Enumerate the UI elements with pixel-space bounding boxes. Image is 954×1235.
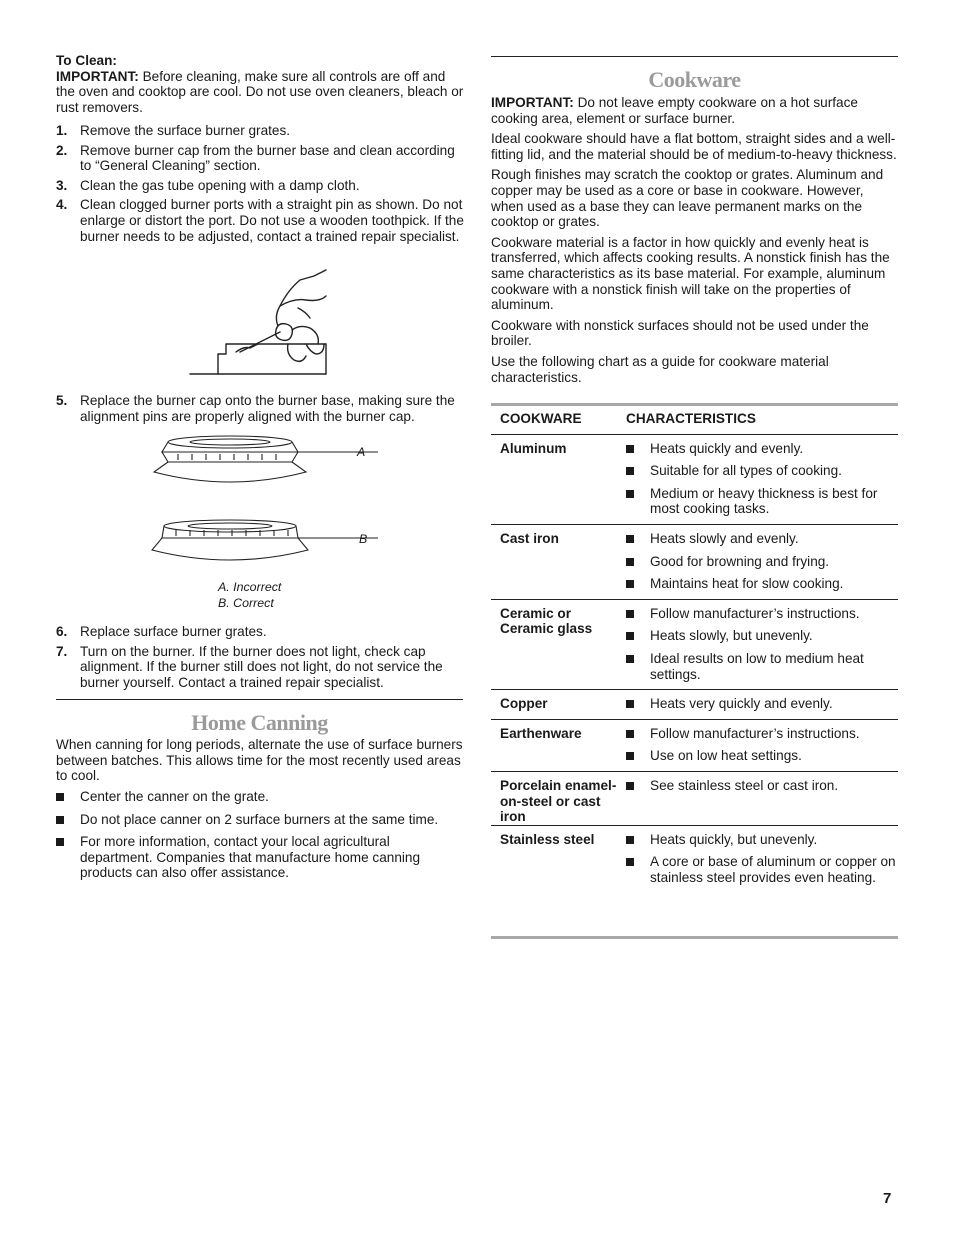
cookware-paragraph: Ideal cookware should have a flat bottom, straight sides and a well-fitting lid, and the material should be of medium-to-heavy thickness. xyxy=(491,131,897,162)
list-item xyxy=(626,554,898,570)
table-row xyxy=(491,719,898,771)
cookware-characteristics xyxy=(626,524,898,599)
characteristic-text: Follow manufacturer’s instructions. xyxy=(650,605,860,621)
bullet-square-icon xyxy=(626,610,634,618)
list-item xyxy=(56,143,464,174)
bullet-square-icon xyxy=(56,816,64,824)
characteristic-text: Follow manufacturer’s instructions. xyxy=(650,725,860,741)
bullet-text: Do not place canner on 2 surface burners at the same time. xyxy=(80,811,439,827)
step-number: 7. xyxy=(56,643,68,659)
list-item xyxy=(56,197,464,244)
cookware-title: Cookware xyxy=(648,67,741,92)
important-text: Do not leave empty cookware on a hot surface cooking area, element or surface burner. xyxy=(491,95,858,126)
cookware-characteristics xyxy=(626,719,898,771)
step-number: 3. xyxy=(56,177,68,193)
list-item xyxy=(626,696,898,712)
home-canning-title: Home Canning xyxy=(191,710,328,735)
characteristic-text: See stainless steel or cast iron. xyxy=(650,777,839,793)
characteristic-text: Medium or heavy thickness is best for most cooking tasks. xyxy=(650,485,878,517)
clean-burner-port-illustration xyxy=(188,268,338,378)
section-divider xyxy=(491,56,898,57)
list-item xyxy=(626,854,898,885)
characteristic-text: Heats slowly, but unevenly. xyxy=(650,628,813,644)
important-text: Before cleaning, make sure all controls are off and the oven and cooktop are cool. Do not use oven cleaners, bleach or rust removers. xyxy=(56,68,464,115)
bullet-square-icon xyxy=(626,445,634,453)
characteristic-text: Heats quickly, but unevenly. xyxy=(650,831,818,847)
to-clean-heading: To Clean: xyxy=(56,53,117,68)
cookware-characteristics xyxy=(626,599,898,689)
table-row xyxy=(491,690,898,720)
cookware-material: Porcelain enamel-on-steel or cast iron xyxy=(500,777,617,825)
cleaning-step-5 xyxy=(56,393,464,424)
bullet-square-icon xyxy=(626,535,634,543)
list-item xyxy=(626,726,898,742)
list-item xyxy=(56,834,464,881)
cookware-characteristics xyxy=(626,690,898,720)
step-text: Replace the burner cap onto the burner base, making sure the alignment pins are properly aligned with the burner cap. xyxy=(80,393,455,424)
step-number: 6. xyxy=(56,624,68,639)
characteristic-text: Heats quickly and evenly. xyxy=(650,440,804,456)
step-text: Replace surface burner grates. xyxy=(80,624,267,639)
cookware-characteristics xyxy=(626,771,898,825)
list-item xyxy=(626,748,898,764)
list-item xyxy=(626,531,898,547)
characteristic-text: A core or base of aluminum or copper on stainless steel provides even heating. xyxy=(650,854,896,885)
list-item xyxy=(626,463,898,479)
step-text: Clean the gas tube opening with a damp cloth. xyxy=(80,177,360,193)
step-number: 5. xyxy=(56,393,68,408)
characteristic-text: Use on low heat settings. xyxy=(650,748,802,764)
list-item xyxy=(56,393,464,424)
list-item xyxy=(626,832,898,848)
table-row xyxy=(491,599,898,689)
list-item xyxy=(626,606,898,622)
bullet-square-icon xyxy=(626,836,634,844)
cookware-material: Earthenware xyxy=(500,725,582,741)
home-canning-intro: When canning for long periods, alternate the use of surface burners between batches. This allows time for the most recently used areas to cool. xyxy=(56,737,463,784)
cookware-characteristics xyxy=(626,825,898,892)
list-item xyxy=(56,789,464,805)
section-divider xyxy=(56,699,463,700)
list-item xyxy=(626,486,898,517)
cookware-paragraph: Cookware with nonstick surfaces should not be used under the broiler. xyxy=(491,317,869,349)
bullet-square-icon xyxy=(626,655,634,663)
burner-cap-alignment-figure xyxy=(148,432,378,572)
list-item xyxy=(626,576,898,592)
bullet-text: Center the canner on the grate. xyxy=(80,789,269,804)
characteristic-text: Maintains heat for slow cooking. xyxy=(650,576,844,592)
cleaning-steps-1-4 xyxy=(56,123,464,248)
cleaning-steps-6-7 xyxy=(56,624,464,694)
table-row xyxy=(491,434,898,524)
callout-b: B xyxy=(359,532,368,546)
step-text: Clean clogged burner ports with a straight pin as shown. Do not enlarge or distort the port. Do not use a wooden toothpick. If the burner needs to be adjusted, contact a trained repair specialist. xyxy=(80,197,464,244)
bullet-square-icon xyxy=(626,490,634,498)
cookware-material: Copper xyxy=(500,696,548,712)
characteristic-text: Good for browning and frying. xyxy=(650,553,830,569)
characteristic-text: Suitable for all types of cooking. xyxy=(650,463,842,479)
bullet-square-icon xyxy=(56,838,64,846)
bullet-square-icon xyxy=(626,730,634,738)
list-item xyxy=(626,628,898,644)
characteristic-text: Heats slowly and evenly. xyxy=(650,530,799,546)
home-canning-bullets xyxy=(56,789,464,888)
bullet-square-icon xyxy=(626,580,634,588)
bullet-square-icon xyxy=(626,858,634,866)
bullet-square-icon xyxy=(626,700,634,708)
cookware-paragraph: Use the following chart as a guide for cookware material characteristics. xyxy=(491,353,829,385)
bullet-square-icon xyxy=(626,752,634,760)
cookware-material: Ceramic or Ceramic glass xyxy=(500,605,593,637)
step-text: Turn on the burner. If the burner does not light, check cap alignment. If the burner still does not light, do not service the burner yourself. Contact a trained repair specialist. xyxy=(80,643,443,690)
list-item xyxy=(626,778,898,794)
table-row xyxy=(491,524,898,599)
bullet-square-icon xyxy=(626,782,634,790)
step-text: Remove burner cap from the burner base and clean according to “General Cleaning” section. xyxy=(80,142,455,174)
cookware-paragraph: Rough finishes may scratch the cooktop or grates. Aluminum and copper may be used as a core or base in cookware. However, when used as a base they can leave permanent marks on the cooktop or grates. xyxy=(491,167,884,230)
cookware-characteristics xyxy=(626,434,898,524)
page-number: 7 xyxy=(883,1190,892,1207)
bullet-square-icon xyxy=(626,467,634,475)
table-row xyxy=(491,825,898,892)
important-label: IMPORTANT: xyxy=(56,68,139,84)
list-item xyxy=(626,651,898,682)
cookware-material: Aluminum xyxy=(500,440,567,456)
bullet-square-icon xyxy=(56,793,64,801)
bullet-square-icon xyxy=(626,558,634,566)
list-item xyxy=(56,178,464,194)
cookware-important-note xyxy=(491,95,899,126)
list-item xyxy=(56,624,464,640)
header-characteristics: CHARACTERISTICS xyxy=(626,411,756,426)
step-number: 1. xyxy=(56,123,68,138)
bullet-text: For more information, contact your local agricultural department. Companies that manufacture home canning products can also offer assistance. xyxy=(80,834,421,881)
step-number: 2. xyxy=(56,142,68,158)
cleaning-important-note xyxy=(56,69,464,116)
bullet-square-icon xyxy=(626,632,634,640)
cookware-paragraphs xyxy=(491,131,899,385)
step-number: 4. xyxy=(56,197,68,213)
list-item xyxy=(56,644,464,691)
list-item xyxy=(56,812,464,828)
cookware-paragraph: Cookware material is a factor in how quickly and evenly heat is transferred, which affects cooking results. A nonstick finish has the same characteristics as its base material. For example, aluminum cookware with a nonstick finish will take on the properties of aluminum. xyxy=(491,234,890,313)
cookware-table xyxy=(491,406,898,892)
table-row xyxy=(491,771,898,825)
cookware-material: Stainless steel xyxy=(500,831,595,847)
list-item xyxy=(56,123,464,139)
important-label: IMPORTANT: xyxy=(491,95,574,110)
list-item xyxy=(626,441,898,457)
figure-label-a: A. Incorrect xyxy=(218,580,282,594)
callout-a: A xyxy=(357,445,366,459)
header-cookware: COOKWARE xyxy=(500,411,582,426)
table-header-row xyxy=(491,406,898,434)
characteristic-text: Ideal results on low to medium heat settings. xyxy=(650,650,864,682)
characteristic-text: Heats very quickly and evenly. xyxy=(650,696,833,712)
cookware-table-bottom-rule xyxy=(491,936,898,939)
cookware-material: Cast iron xyxy=(500,530,559,546)
figure-label-b: B. Correct xyxy=(218,596,274,610)
step-text: Remove the surface burner grates. xyxy=(80,123,291,138)
